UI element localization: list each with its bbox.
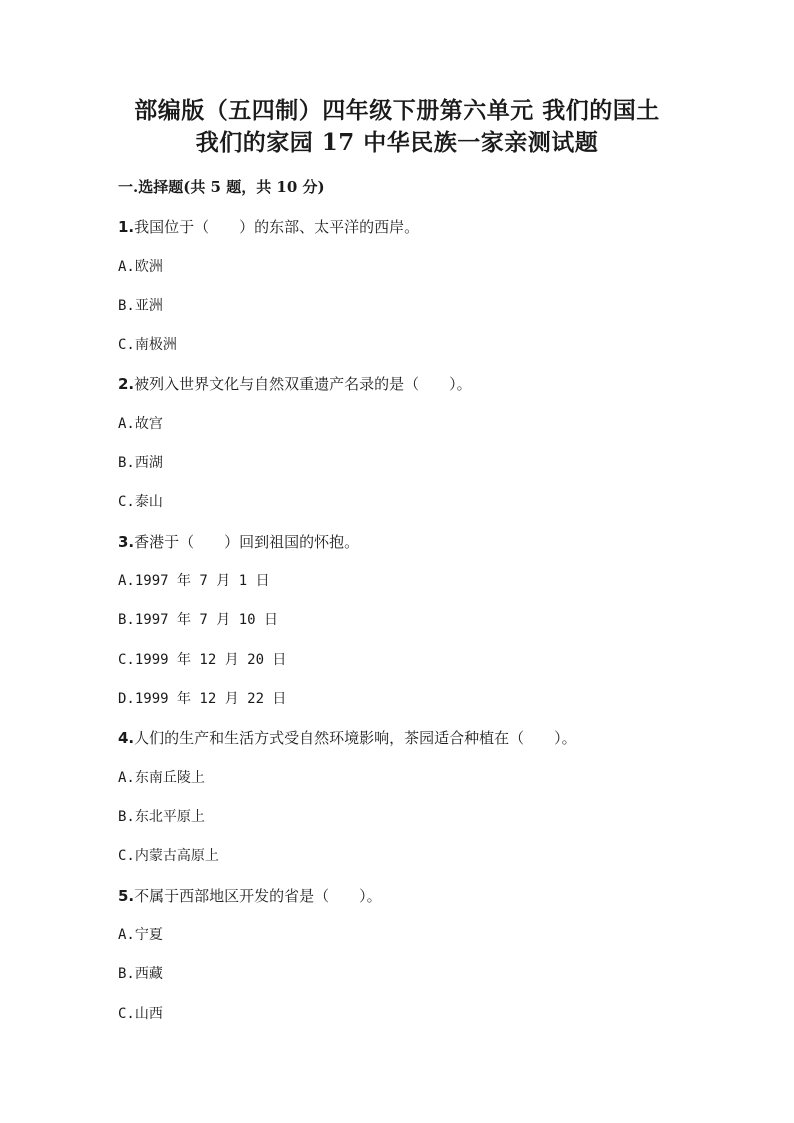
question-3-text: 香港于（ ）回到祖国的怀抱。	[134, 533, 360, 551]
section-heading: 一.选择题(共 5 题，共 10 分)	[118, 178, 325, 196]
question-5-option-c: C.山西	[118, 1006, 163, 1022]
question-4	[118, 727, 577, 749]
question-3-number: 3.	[118, 533, 135, 551]
document-title-line-2: 我们的家园 17 中华民族一家亲测试题	[195, 129, 599, 156]
question-1-number: 1.	[118, 218, 135, 236]
question-3-option-d: D.1999 年 12 月 22 日	[118, 691, 287, 707]
question-2-number: 2.	[118, 375, 135, 393]
question-5-text: 不属于西部地区开发的省是（ ）。	[134, 887, 382, 905]
question-2-option-c: C.泰山	[118, 494, 163, 510]
question-4-number: 4.	[118, 729, 135, 747]
question-4-option-a: A.东南丘陵上	[118, 770, 205, 786]
question-4-text: 人们的生产和生活方式受自然环境影响，茶园适合种植在（ ）。	[134, 729, 577, 747]
question-4-option-b: B.东北平原上	[118, 809, 205, 825]
question-2-text: 被列入世界文化与自然双重遗产名录的是（ ）。	[134, 375, 472, 393]
question-2-option-a: A.故宫	[118, 416, 163, 432]
question-1-option-c: C.南极洲	[118, 337, 177, 353]
question-5-option-a: A.宁夏	[118, 927, 163, 943]
question-1	[118, 216, 419, 238]
question-3-option-a: A.1997 年 7 月 1 日	[118, 573, 270, 589]
question-3	[118, 531, 359, 553]
question-4-option-c: C.内蒙古高原上	[118, 848, 219, 864]
question-5-option-b: B.西藏	[118, 966, 163, 982]
question-3-option-b: B.1997 年 7 月 10 日	[118, 612, 279, 628]
question-3-option-c: C.1999 年 12 月 20 日	[118, 652, 287, 668]
question-2-option-b: B.西湖	[118, 455, 163, 471]
question-5-number: 5.	[118, 887, 135, 905]
question-1-text: 我国位于（ ）的东部、太平洋的西岸。	[134, 218, 420, 236]
question-1-option-a: A.欧洲	[118, 259, 163, 275]
question-2	[118, 373, 472, 395]
question-5	[118, 885, 382, 907]
document-title-line-1: 部编版（五四制）四年级下册第六单元 我们的国土	[134, 97, 660, 124]
question-1-option-b: B.亚洲	[118, 298, 163, 314]
